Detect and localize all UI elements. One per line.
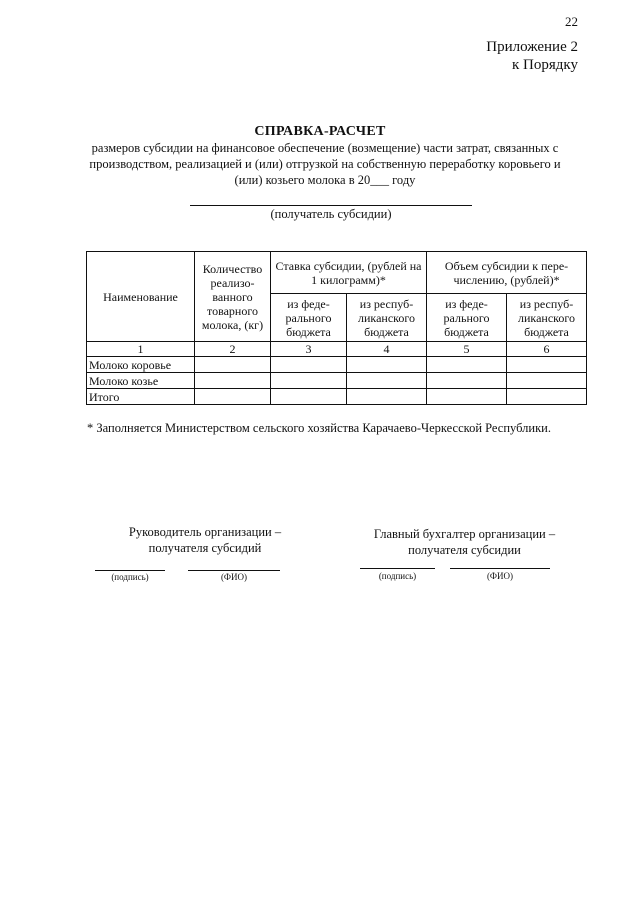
- header-volume-federal: из феде-рального бюджета: [427, 294, 507, 342]
- table-cell: [507, 357, 587, 373]
- table-cell: [195, 357, 271, 373]
- header-name: Наименование: [87, 252, 195, 342]
- head-title-line-2: получателя субсидий: [148, 541, 262, 555]
- accountant-name-line: [450, 568, 550, 569]
- head-name-line: [188, 570, 280, 571]
- table-cell: [347, 357, 427, 373]
- table-cell: [427, 373, 507, 389]
- table-cell: [271, 357, 347, 373]
- table-row: [87, 373, 587, 389]
- head-title-line-1: Руководитель организации –: [128, 525, 282, 539]
- appendix-line-2: к Порядку: [512, 57, 578, 73]
- header-volume: Объем субсидии к пере-числению, (рублей)*: [427, 252, 587, 294]
- header-rate: Ставка субсидии, (рублей на 1 килограмм)*: [271, 252, 427, 294]
- recipient-line: [190, 205, 472, 206]
- recipient-caption: (получатель субсидии): [270, 207, 392, 221]
- head-name-caption: (ФИО): [220, 572, 248, 582]
- table-cell: [271, 373, 347, 389]
- table-row: [87, 357, 587, 373]
- document-subtitle: размеров субсидии на финансовое обеспечение (возмещение) части затрат, связанных с производством, реализацией и (или) отгрузкой на собственную переработку коровьего и (или) козьего молока в 20___ году: [89, 141, 561, 187]
- head-signature-line: [95, 570, 165, 571]
- subsidy-table: [86, 251, 587, 405]
- row-label-total: Итого: [87, 389, 195, 405]
- footnote: * Заполняется Министерством сельского хозяйства Карачаево-Черкесской Республики.: [87, 421, 551, 435]
- head-signature-title: [100, 524, 310, 556]
- table-row: [87, 389, 587, 405]
- row-label-goat-milk: Молоко козье: [87, 373, 195, 389]
- column-number-row: [87, 342, 587, 357]
- header-quantity: Количество реализо-ванного товарного молока, (кг): [195, 252, 271, 342]
- appendix-label: [486, 38, 578, 74]
- accountant-signature-title: [352, 526, 577, 558]
- header-rate-republic: из респуб-ликанского бюджета: [347, 294, 427, 342]
- column-number: 6: [507, 342, 587, 357]
- table-cell: [427, 389, 507, 405]
- appendix-line-1: Приложение 2: [486, 39, 578, 55]
- head-signature-caption: (подпись): [111, 572, 149, 582]
- table-cell: [195, 389, 271, 405]
- accountant-title-line-1: Главный бухгалтер организации –: [373, 527, 556, 541]
- accountant-signature-caption: (подпись): [378, 571, 417, 581]
- table-cell: [507, 373, 587, 389]
- row-label-cow-milk: Молоко коровье: [87, 357, 195, 373]
- table-cell: [347, 389, 427, 405]
- column-number: 1: [87, 342, 195, 357]
- table-cell: [507, 389, 587, 405]
- table-cell: [347, 373, 427, 389]
- page-number: 22: [565, 14, 578, 29]
- column-number: 4: [347, 342, 427, 357]
- document-title: СПРАВКА-РАСЧЕТ: [254, 124, 386, 139]
- table-cell: [195, 373, 271, 389]
- column-number: 2: [195, 342, 271, 357]
- accountant-title-line-2: получателя субсидии: [408, 543, 521, 557]
- accountant-name-caption: (ФИО): [486, 571, 514, 581]
- accountant-signature-line: [360, 568, 435, 569]
- column-number: 3: [271, 342, 347, 357]
- header-rate-federal: из феде-рального бюджета: [271, 294, 347, 342]
- header-volume-republic: из респуб-ликанского бюджета: [507, 294, 587, 342]
- table-cell: [271, 389, 347, 405]
- table-cell: [427, 357, 507, 373]
- column-number: 5: [427, 342, 507, 357]
